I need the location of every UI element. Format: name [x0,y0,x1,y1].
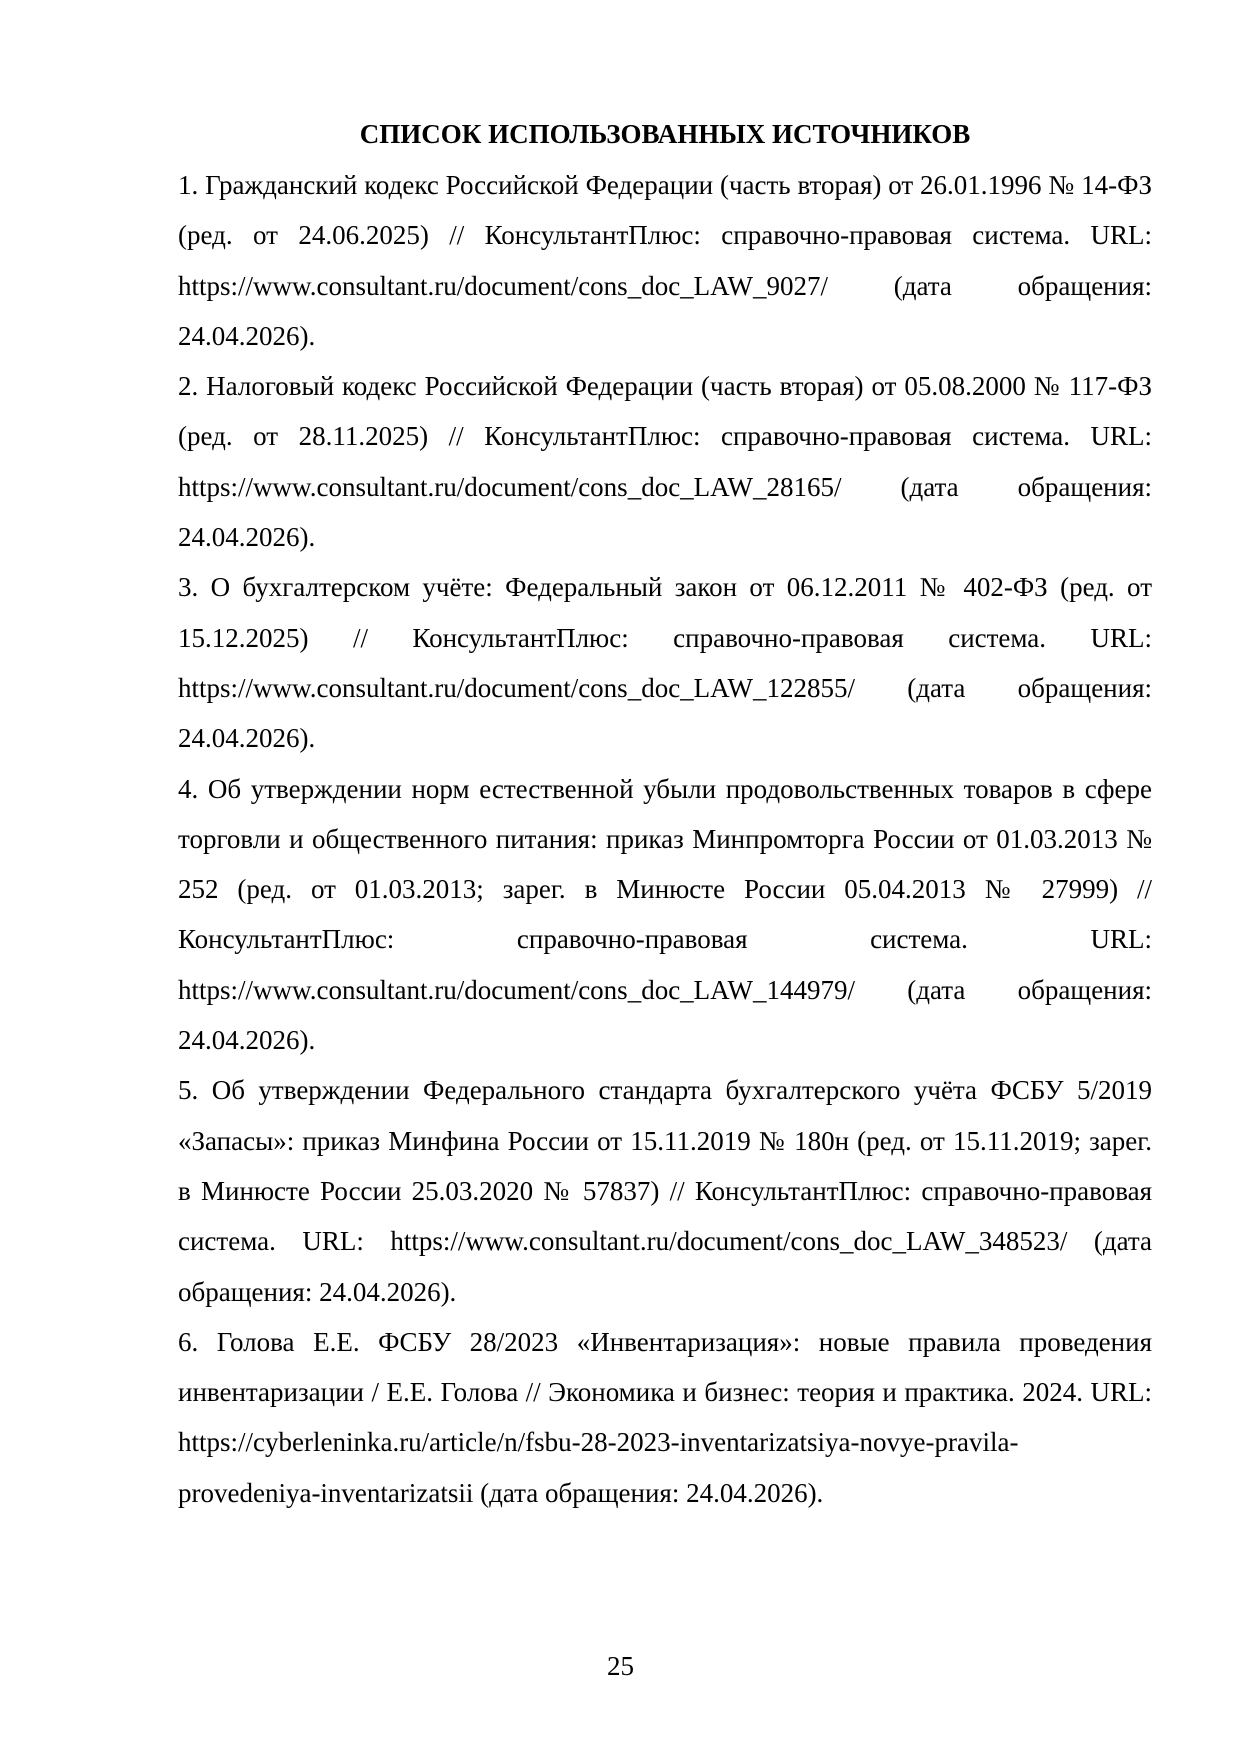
reference-item: 3. О бухгалтерском учёте: Федеральный закон от 06.12.2011 № 402-ФЗ (ред. от 15.12.2025) // КонсультантПлюс: справочно-правовая система. URL: https://www.consultant.ru/document/cons_doc_LAW_122855/ (дата обращения: 24.04.2026). [178,572,1152,754]
reference-item: 2. Налоговый кодекс Российской Федерации (часть вторая) от 05.08.2000 № 117-ФЗ (ред. от 28.11.2025) // КонсультантПлюс: справочно-правовая система. URL: https://www.consultant.ru/document/cons_doc_LAW_28165/ (дата обращения: 24.04.2026). [178,371,1152,553]
page-title: СПИСОК ИСПОЛЬЗОВАННЫХ ИСТОЧНИКОВ [359,119,971,149]
reference-list [178,160,1152,1518]
reference-item: 6. Голова Е.Е. ФСБУ 28/2023 «Инвентаризация»: новые правила проведения инвентаризации / Е.Е. Голова // Экономика и бизнес: теория и практика. 2024. URL: https://cyberleninka.ru/article/n/fsbu-28-2023-inventarizatsiya-novye-pravila-provedeniya-inventarizatsii (дата обращения: 24.04.2026). [178,1326,1152,1508]
reference-item: 5. Об утверждении Федерального стандарта бухгалтерского учёта ФСБУ 5/2019 «Запасы»: приказ Минфина России от 15.11.2019 № 180н (ред. от 15.11.2019; зарег. в Минюсте России 25.03.2020 № 57837) // КонсультантПлюс: справочно-правовая система. URL: https://www.consultant.ru/document/cons_doc_LAW_348523/ (дата обращения: 24.04.2026). [178,1075,1152,1307]
page-number: 25 [607,1651,634,1681]
reference-item: 1. Гражданский кодекс Российской Федерации (часть вторая) от 26.01.1996 № 14-ФЗ (ред. от 24.06.2025) // КонсультантПлюс: справочно-правовая система. URL: https://www.consultant.ru/document/cons_doc_LAW_9027/ (дата обращения: 24.04.2026). [178,170,1152,351]
reference-item: 4. Об утверждении норм естественной убыли продовольственных товаров в сфере торговли и общественного питания: приказ Минпромторга России от 01.03.2013 № 252 (ред. от 01.03.2013; зарег. в Минюсте России 05.04.2013 № 27999) // КонсультантПлюс: справочно-правовая система. URL: https://www.consultant.ru/document/cons_doc_LAW_144979/ (дата обращения: 24.04.2026). [178,773,1152,1056]
